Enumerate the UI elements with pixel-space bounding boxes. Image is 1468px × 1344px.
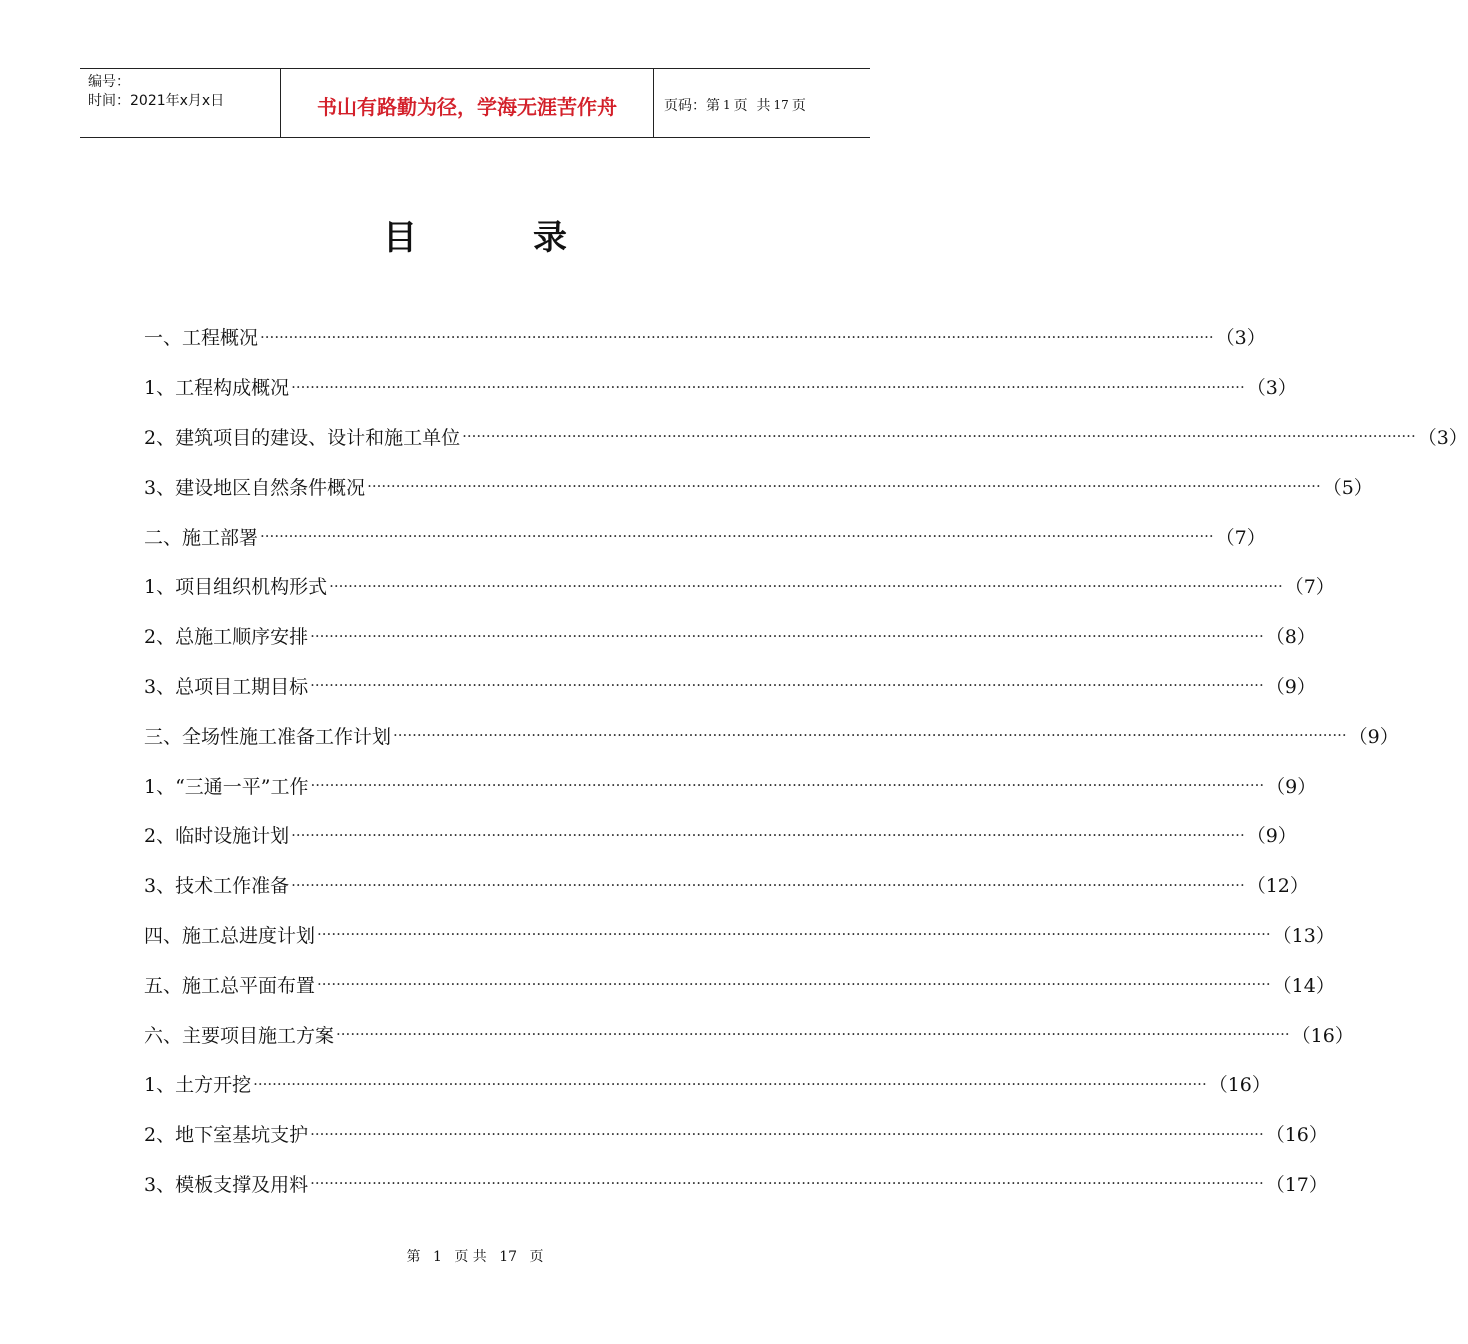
toc-entry-page: （9） <box>1266 775 1317 798</box>
toc-entry-label: 六、主要项目施工方案 <box>144 1024 335 1047</box>
toc-entry[interactable] <box>144 860 1309 910</box>
footer-mid: 页 共 <box>454 1249 487 1265</box>
toc-leader-dots: ········································································································································································································ <box>462 427 1416 446</box>
header-motto: 书山有路勤为径，学海无涯苦作舟 <box>281 69 654 137</box>
toc-entry-label: 1、项目组织机构形式 <box>144 576 328 599</box>
toc-entry[interactable] <box>144 710 1399 760</box>
toc-entry-page: （16） <box>1208 1074 1271 1097</box>
toc-entry[interactable] <box>144 1059 1271 1109</box>
header-page-info <box>654 69 870 137</box>
toc-leader-dots: ········································································································································································································ <box>317 925 1271 944</box>
toc-leader-dots: ········································································································································································································ <box>260 327 1214 346</box>
title-char-2: 录 <box>533 218 567 258</box>
toc-entry-label: 2、建筑项目的建设、设计和施工单位 <box>144 426 461 449</box>
toc-entry-page: （3） <box>1417 426 1468 449</box>
page-suffix: 页 <box>791 98 806 114</box>
toc-entry[interactable] <box>144 561 1335 611</box>
toc-entry-page: （13） <box>1272 924 1335 947</box>
toc-entry-page: （12） <box>1246 875 1309 898</box>
page-footer <box>0 1246 950 1266</box>
toc-entry[interactable] <box>144 1009 1354 1059</box>
toc-entry-label: 2、临时设施计划 <box>144 825 290 848</box>
toc-entry-page: （9） <box>1265 675 1316 698</box>
toc-entry-page: （7） <box>1215 526 1266 549</box>
toc-entry-page: （7） <box>1284 576 1335 599</box>
toc-entry[interactable] <box>144 461 1373 511</box>
toc-leader-dots: ········································································································································································································ <box>310 1124 1264 1143</box>
header-meta <box>80 69 281 137</box>
toc-entry[interactable] <box>144 959 1335 1009</box>
toc-entry-page: （16） <box>1265 1124 1328 1147</box>
page-total: 17 <box>773 98 789 112</box>
toc-entry-page: （14） <box>1272 974 1335 997</box>
toc-entry-page: （9） <box>1348 725 1399 748</box>
toc-leader-dots: ········································································································································································································ <box>291 825 1245 844</box>
title-char-1: 目 <box>383 218 417 258</box>
time-label: 时间：2021年x月x日 <box>88 93 225 109</box>
toc-entry-label: 3、总项目工期目标 <box>144 675 309 698</box>
toc-entry[interactable] <box>144 1109 1328 1159</box>
toc-entry[interactable] <box>144 412 1468 462</box>
toc-leader-dots: ········································································································································································································ <box>260 527 1214 546</box>
toc-entry[interactable] <box>144 910 1335 960</box>
toc-entry-page: （16） <box>1291 1024 1354 1047</box>
toc-leader-dots: ········································································································································································································ <box>336 1025 1290 1044</box>
footer-prefix: 第 <box>406 1249 421 1265</box>
toc-entry-label: 2、总施工顺序安排 <box>144 626 309 649</box>
toc-entry[interactable] <box>144 611 1316 661</box>
toc-entry[interactable] <box>144 312 1266 362</box>
toc-leader-dots: ········································································································································································································ <box>367 477 1321 496</box>
toc-entry-page: （8） <box>1265 626 1316 649</box>
serial-label: 编号： <box>88 74 130 90</box>
toc-leader-dots: ········································································································································································································ <box>317 975 1271 994</box>
toc-entry-label: 四、施工总进度计划 <box>144 924 316 947</box>
toc-entry-label: 1、工程构成概况 <box>144 377 290 400</box>
toc-entry[interactable] <box>144 810 1297 860</box>
toc-entry-page: （3） <box>1246 377 1297 400</box>
page-current: 1 <box>723 98 731 112</box>
toc-entry-label: 一、工程概况 <box>144 327 259 350</box>
toc-entry[interactable] <box>144 760 1317 810</box>
toc-leader-dots: ········································································································································································································ <box>310 1174 1264 1193</box>
footer-suffix: 页 <box>529 1249 544 1265</box>
table-of-contents <box>144 312 1468 1208</box>
toc-entry-label: 1、“三通一平”工作 <box>144 775 309 798</box>
toc-entry-label: 3、建设地区自然条件概况 <box>144 476 366 499</box>
page-mid: 页 共 <box>733 98 771 114</box>
toc-entry-label: 五、施工总平面布置 <box>144 974 316 997</box>
toc-entry[interactable] <box>144 661 1316 711</box>
toc-leader-dots: ········································································································································································································ <box>310 776 1265 795</box>
document-header <box>80 68 870 138</box>
toc-leader-dots: ········································································································································································································ <box>291 875 1245 894</box>
toc-leader-dots: ········································································································································································································ <box>329 576 1283 595</box>
page-prefix: 页码：第 <box>664 98 720 114</box>
toc-entry-page: （9） <box>1246 825 1297 848</box>
footer-total: 17 <box>499 1249 518 1265</box>
toc-entry-label: 2、地下室基坑支护 <box>144 1124 309 1147</box>
toc-entry[interactable] <box>144 511 1266 561</box>
toc-leader-dots: ········································································································································································································ <box>291 377 1245 396</box>
footer-current: 1 <box>432 1249 442 1265</box>
toc-entry[interactable] <box>144 1159 1328 1209</box>
toc-entry-label: 3、模板支撑及用料 <box>144 1173 309 1196</box>
toc-entry-page: （5） <box>1322 476 1373 499</box>
toc-leader-dots: ········································································································································································································ <box>310 626 1264 645</box>
page-title <box>0 210 950 259</box>
toc-entry-label: 1、土方开挖 <box>144 1074 252 1097</box>
toc-leader-dots: ········································································································································································································ <box>393 726 1347 745</box>
toc-entry-label: 3、技术工作准备 <box>144 875 290 898</box>
toc-leader-dots: ········································································································································································································ <box>253 1074 1207 1093</box>
toc-entry-label: 三、全场性施工准备工作计划 <box>144 725 392 748</box>
toc-entry-label: 二、施工部署 <box>144 526 259 549</box>
toc-entry[interactable] <box>144 362 1297 412</box>
toc-entry-page: （3） <box>1215 327 1266 350</box>
toc-leader-dots: ········································································································································································································ <box>310 676 1264 695</box>
toc-entry-page: （17） <box>1265 1173 1328 1196</box>
